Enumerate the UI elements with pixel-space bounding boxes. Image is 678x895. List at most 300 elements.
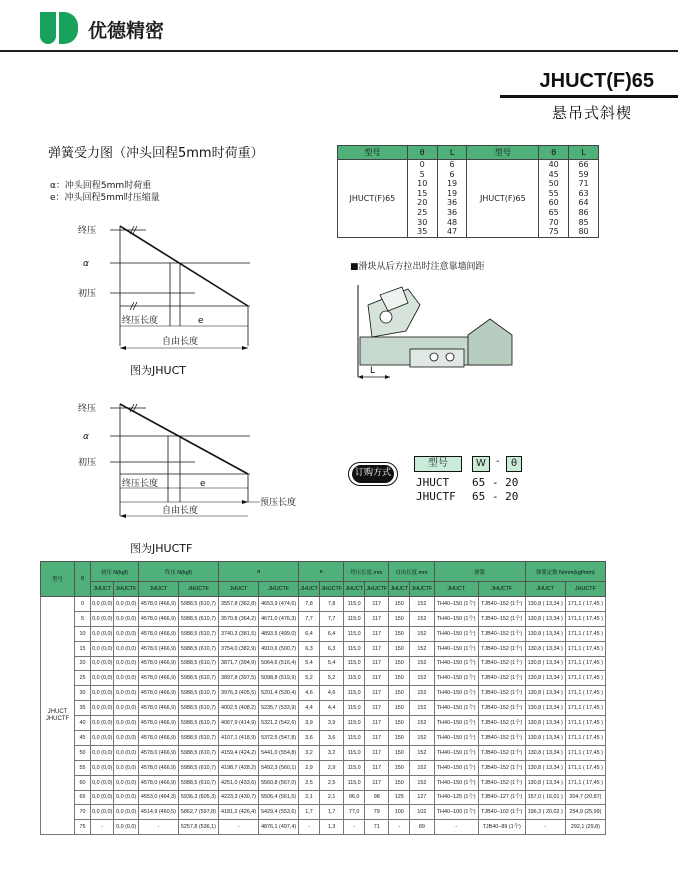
d2-final-length: 终压长度 xyxy=(122,479,159,489)
spec-cell: 5936,3 (605,3) xyxy=(178,790,218,805)
spec-row xyxy=(41,686,606,701)
spec-cell: 171,1 ( 17,45 ) xyxy=(565,626,605,641)
model-subtitle: 悬吊式斜楔 xyxy=(551,104,632,122)
spec-cell: TJB40−102 (1个) xyxy=(478,805,525,820)
model-underline xyxy=(500,95,678,98)
spec-cell: 0,0 (0,0) xyxy=(114,820,138,835)
spec-cell: 5064,6 (516,4) xyxy=(259,656,299,671)
spec-cell: 130,8 ( 13,34 ) xyxy=(525,656,565,671)
spring-section-title: 弹簧受力图（冲头回程5mm时荷重） xyxy=(48,146,264,161)
theta-cell: 15 xyxy=(407,189,437,199)
spec-cell: - xyxy=(91,820,114,835)
spec-row xyxy=(41,656,606,671)
theta-l-table xyxy=(337,145,599,238)
spec-cell: 15 xyxy=(75,641,91,656)
spec-cell: 0,0 (0,0) xyxy=(114,775,138,790)
spec-cell: 117 xyxy=(365,671,389,686)
brand-logo-icon xyxy=(40,12,78,44)
spec-cell: TJB40−152 (1个) xyxy=(478,671,525,686)
spec-cell: 0,0 (0,0) xyxy=(114,701,138,716)
theta-cell: 55 xyxy=(539,189,569,199)
theta-cell: 60 xyxy=(539,198,569,208)
spec-cell: 115,0 xyxy=(344,716,365,731)
spec-cell: 6,3 xyxy=(319,641,343,656)
spec-cell: 5988,5 (610,7) xyxy=(178,671,218,686)
spec-cell: 0 xyxy=(75,597,91,612)
theta-cell: 66 xyxy=(569,160,599,170)
spec-cell: 3,2 xyxy=(299,745,320,760)
d2-free-length: 自由长度 xyxy=(162,506,199,516)
spec-cell: 130,8 ( 13,34 ) xyxy=(525,745,565,760)
th-theta: θ xyxy=(75,562,91,597)
spec-cell: TJB40−152 (1个) xyxy=(478,656,525,671)
spec-cell: 115,0 xyxy=(344,597,365,612)
spec-cell: TJB40−152 (1个) xyxy=(478,745,525,760)
spec-cell: 115,0 xyxy=(344,745,365,760)
spec-cell: 5372,5 (547,8) xyxy=(259,731,299,746)
spec-cell: 0,0 (0,0) xyxy=(114,641,138,656)
spec-cell: 171,1 ( 17,45 ) xyxy=(565,641,605,656)
spec-cell: 0,0 (0,0) xyxy=(91,701,114,716)
spec-cell: 4067,9 (414,9) xyxy=(218,716,258,731)
th-model-left: 型号 xyxy=(338,146,408,160)
spec-cell: 35 xyxy=(75,701,91,716)
spec-cell: 4578,0 (466,9) xyxy=(138,611,178,626)
spec-cell: 171,1 ( 17,45 ) xyxy=(565,611,605,626)
spec-cell: 117 xyxy=(365,760,389,775)
spec-cell: 171,1 ( 17,45 ) xyxy=(565,716,605,731)
spec-cell: TJB40−152 (1个) xyxy=(478,597,525,612)
spec-row xyxy=(41,641,606,656)
pull-l-label: L xyxy=(370,366,376,376)
spec-cell: - xyxy=(299,820,320,835)
spec-cell: 4578,0 (466,9) xyxy=(138,641,178,656)
spec-cell: 3,9 xyxy=(319,716,343,731)
th-initial: 初压 N(kgf) xyxy=(91,562,139,582)
spec-cell: 71 xyxy=(365,820,389,835)
spec-cell: 3,6 xyxy=(299,731,320,746)
th-variant: JHUCT xyxy=(525,582,565,597)
spec-cell: 30 xyxy=(75,686,91,701)
order-row-1: JHUCT 65 - 20 xyxy=(416,476,519,489)
th-final-length: 终压长度 mm xyxy=(344,562,389,582)
theta-cell: 45 xyxy=(539,170,569,180)
spec-cell: 117 xyxy=(365,686,389,701)
spec-cell: 204,7 (20,87) xyxy=(565,790,605,805)
spec-cell: 5988,5 (610,7) xyxy=(178,626,218,641)
spec-cell: TH40−150 (1个) xyxy=(434,656,478,671)
spec-cell: 150 xyxy=(389,701,410,716)
spec-row xyxy=(41,745,606,760)
theta-cell: 30 xyxy=(407,218,437,228)
spec-cell: 4553,0 (464,3) xyxy=(138,790,178,805)
spec-cell: TJB40−152 (1个) xyxy=(478,686,525,701)
theta-cell: 6 xyxy=(437,170,467,180)
spec-cell: 0,0 (0,0) xyxy=(114,626,138,641)
spec-cell: 150 xyxy=(389,656,410,671)
theta-cell: 85 xyxy=(569,218,599,228)
d2-alpha: α xyxy=(83,432,89,442)
order-field-dash: - xyxy=(496,456,500,467)
spec-cell: 171,1 ( 17,45 ) xyxy=(565,597,605,612)
spec-cell: 171,1 ( 17,45 ) xyxy=(565,760,605,775)
theta-cell: 36 xyxy=(437,198,467,208)
th-variant: JHUCTF xyxy=(565,582,605,597)
spec-row xyxy=(41,731,606,746)
spec-cell: 5988,5 (610,7) xyxy=(178,641,218,656)
spec-row xyxy=(41,805,606,820)
spec-cell: 150 xyxy=(389,731,410,746)
spec-cell: 98 xyxy=(365,790,389,805)
th-e: e xyxy=(299,562,344,582)
order-field-w: W xyxy=(472,456,490,472)
spec-cell: 130,8 ( 13,34 ) xyxy=(525,611,565,626)
spec-cell: 4,6 xyxy=(299,686,320,701)
spec-cell: 125 xyxy=(389,790,410,805)
spec-cell: TH40−150 (1个) xyxy=(434,611,478,626)
spec-cell: 152 xyxy=(410,760,434,775)
spec-row xyxy=(41,701,606,716)
spec-cell: 3740,3 (381,5) xyxy=(218,626,258,641)
slide-pull-illustration xyxy=(350,275,520,385)
th-variant: JHUCT xyxy=(434,582,478,597)
spec-cell: TH40−150 (1个) xyxy=(434,716,478,731)
spec-cell: 5862,7 (597,8) xyxy=(178,805,218,820)
brand-name: 优德精密 xyxy=(88,20,165,42)
spec-cell: 0,0 (0,0) xyxy=(91,745,114,760)
spec-cell: 4578,0 (466,9) xyxy=(138,745,178,760)
spec-cell: TH40−150 (1个) xyxy=(434,775,478,790)
theta-cell: 35 xyxy=(407,227,437,237)
spec-cell: 4107,1 (418,9) xyxy=(218,731,258,746)
theta-model-left: JHUCT(F)65 xyxy=(338,160,408,238)
spec-cell: 150 xyxy=(389,745,410,760)
spec-cell: 4653,9 (474,6) xyxy=(259,597,299,612)
spec-cell: TH40−125 (1个) xyxy=(434,790,478,805)
spec-cell: 0,0 (0,0) xyxy=(114,597,138,612)
spec-cell: 171,1 ( 17,45 ) xyxy=(565,775,605,790)
spec-cell: 150 xyxy=(389,686,410,701)
spec-cell: 115,0 xyxy=(344,641,365,656)
spec-cell: TJB40−127 (1个) xyxy=(478,790,525,805)
spec-cell: 40 xyxy=(75,716,91,731)
spec-cell: 117 xyxy=(365,731,389,746)
spec-cell: 4893,5 (499,0) xyxy=(259,626,299,641)
order-field-theta: θ xyxy=(506,456,522,472)
spec-cell: 1,3 xyxy=(319,820,343,835)
spec-cell: 171,1 ( 17,45 ) xyxy=(565,745,605,760)
spec-cell: 150 xyxy=(389,671,410,686)
th-variant: JHUCTF xyxy=(478,582,525,597)
spec-cell: 2,1 xyxy=(319,790,343,805)
spec-cell: 79 xyxy=(365,805,389,820)
theta-cell: 25 xyxy=(407,208,437,218)
spec-model: JHUCT JHUCTF xyxy=(41,597,75,835)
spec-cell: 152 xyxy=(410,611,434,626)
spec-cell: 60 xyxy=(75,775,91,790)
spec-cell: 150 xyxy=(389,597,410,612)
spec-cell: 0,0 (0,0) xyxy=(91,775,114,790)
spec-cell: 4578,0 (466,9) xyxy=(138,626,178,641)
spec-cell: 196,3 ( 20,02 ) xyxy=(525,805,565,820)
spec-cell: 171,1 ( 17,45 ) xyxy=(565,671,605,686)
spec-cell: 152 xyxy=(410,626,434,641)
spec-cell: 0,0 (0,0) xyxy=(91,731,114,746)
th-variant: JHUCT xyxy=(299,582,320,597)
spec-cell: 0,0 (0,0) xyxy=(114,656,138,671)
spec-cell: 117 xyxy=(365,656,389,671)
theta-cell: 64 xyxy=(569,198,599,208)
spec-cell: 4578,0 (466,9) xyxy=(138,701,178,716)
spec-cell: TJB40−152 (1个) xyxy=(478,626,525,641)
spec-cell: 7,7 xyxy=(319,611,343,626)
spec-cell: 5,4 xyxy=(299,656,320,671)
spec-cell: 115,0 xyxy=(344,701,365,716)
d1-initial-pressure: 初压 xyxy=(78,289,97,299)
d1-final-length: 终压长度 xyxy=(122,316,159,326)
th-l-right: L xyxy=(569,146,599,160)
spec-cell: 20 xyxy=(75,656,91,671)
spec-cell: 3897,8 (397,5) xyxy=(218,671,258,686)
spec-cell: 102 xyxy=(410,805,434,820)
spec-cell: TH40−150 (1个) xyxy=(434,626,478,641)
spec-cell: 0,0 (0,0) xyxy=(114,671,138,686)
spec-cell: 5,2 xyxy=(319,671,343,686)
spec-cell: 130,8 ( 13,34 ) xyxy=(525,597,565,612)
theta-cell: 10 xyxy=(407,179,437,189)
spec-cell: 4578,0 (466,9) xyxy=(138,686,178,701)
header-divider xyxy=(0,50,678,52)
spec-cell: 1,7 xyxy=(319,805,343,820)
spec-cell: 117 xyxy=(365,641,389,656)
spec-cell: 0,0 (0,0) xyxy=(91,716,114,731)
spec-cell: 115,0 xyxy=(344,686,365,701)
spec-cell: 152 xyxy=(410,686,434,701)
d2-e: e xyxy=(200,479,206,489)
spec-cell: 0,0 (0,0) xyxy=(91,641,114,656)
spec-cell: 10 xyxy=(75,626,91,641)
spec-row xyxy=(41,820,606,835)
spec-row xyxy=(41,790,606,805)
spec-cell: 150 xyxy=(389,641,410,656)
spec-row xyxy=(41,775,606,790)
spec-cell: 0,0 (0,0) xyxy=(114,686,138,701)
spec-cell: 117 xyxy=(365,626,389,641)
spec-cell: 5988,5 (610,7) xyxy=(178,716,218,731)
spec-cell: 4002,5 (408,2) xyxy=(218,701,258,716)
th-model-right: 型号 xyxy=(467,146,539,160)
th-variant: JHUCT xyxy=(138,582,178,597)
spec-cell: 3754,0 (382,9) xyxy=(218,641,258,656)
order-tag: 订购方式 xyxy=(348,462,398,486)
spec-cell: TJB40−152 (1个) xyxy=(478,611,525,626)
spec-cell: 157,0 ( 16,01 ) xyxy=(525,790,565,805)
spec-cell: TH40−100 (1个) xyxy=(434,805,478,820)
spec-cell: 4578,0 (466,9) xyxy=(138,656,178,671)
spec-cell: 115,0 xyxy=(344,656,365,671)
spec-cell: 152 xyxy=(410,775,434,790)
spec-cell: 3,2 xyxy=(319,745,343,760)
spec-cell: TH40−150 (1个) xyxy=(434,641,478,656)
spec-row xyxy=(41,671,606,686)
spec-cell: TJB40−89 (1个) xyxy=(478,820,525,835)
spec-cell: TH40−150 (1个) xyxy=(434,671,478,686)
spec-cell: 4578,0 (466,9) xyxy=(138,716,178,731)
theta-cell: 80 xyxy=(569,227,599,237)
spec-cell: - xyxy=(344,820,365,835)
th-variant: JHUCT xyxy=(389,582,410,597)
spec-cell: 77,0 xyxy=(344,805,365,820)
spec-cell: 117 xyxy=(365,775,389,790)
spec-cell: 65 xyxy=(75,790,91,805)
spec-cell: 2,9 xyxy=(299,760,320,775)
d2-preload-length: 预压长度 xyxy=(260,498,297,508)
spec-cell: 5988,5 (610,7) xyxy=(178,656,218,671)
spec-cell: 117 xyxy=(365,745,389,760)
theta-cell: 36 xyxy=(437,208,467,218)
spec-cell: 25 xyxy=(75,671,91,686)
order-field-model: 型号 xyxy=(414,456,462,472)
spec-cell: 150 xyxy=(389,775,410,790)
theta-cell: 70 xyxy=(539,218,569,228)
th-free-length: 自由长度 mm xyxy=(389,562,434,582)
spec-cell: 115,0 xyxy=(344,775,365,790)
spec-cell: - xyxy=(218,820,258,835)
theta-cell: 20 xyxy=(407,198,437,208)
spec-cell: TH40−150 (1个) xyxy=(434,686,478,701)
d2-initial-pressure: 初压 xyxy=(78,458,97,468)
theta-cell: 48 xyxy=(437,218,467,228)
spec-row xyxy=(41,760,606,775)
spec-cell: 45 xyxy=(75,731,91,746)
spec-cell: 5988,5 (610,7) xyxy=(178,701,218,716)
spec-cell: 4159,4 (424,2) xyxy=(218,745,258,760)
spec-cell: - xyxy=(138,820,178,835)
th-final: 终压 N(kgf) xyxy=(138,562,218,582)
th-variant: JHUCTF xyxy=(259,582,299,597)
theta-cell: 0 xyxy=(407,160,437,170)
spec-cell: 5235,7 (533,9) xyxy=(259,701,299,716)
spec-cell: 7,8 xyxy=(299,597,320,612)
spec-cell: 5988,5 (610,7) xyxy=(178,775,218,790)
th-variant: JHUCTF xyxy=(365,582,389,597)
spec-cell: 117 xyxy=(365,701,389,716)
th-alpha: α xyxy=(218,562,298,582)
spec-cell: 4578,0 (466,9) xyxy=(138,760,178,775)
spec-cell: 5098,8 (519,9) xyxy=(259,671,299,686)
spec-cell: 0,0 (0,0) xyxy=(91,671,114,686)
spec-cell: 4514,9 (460,5) xyxy=(138,805,178,820)
spec-cell: 0,0 (0,0) xyxy=(91,805,114,820)
spec-cell: 150 xyxy=(389,760,410,775)
spec-cell: 5,4 xyxy=(319,656,343,671)
spec-cell: 0,0 (0,0) xyxy=(114,716,138,731)
spec-cell: TJB40−152 (1个) xyxy=(478,716,525,731)
th-theta-left: θ xyxy=(407,146,437,160)
spec-cell: 55 xyxy=(75,760,91,775)
spec-row xyxy=(41,611,606,626)
spec-cell: TJB40−152 (1个) xyxy=(478,641,525,656)
spec-cell: 5560,8 (567,0) xyxy=(259,775,299,790)
spec-cell: 130,8 ( 13,34 ) xyxy=(525,775,565,790)
spec-cell: 4,4 xyxy=(299,701,320,716)
spec-cell: 5257,8 (536,1) xyxy=(178,820,218,835)
spec-cell: 152 xyxy=(410,716,434,731)
spec-cell: 4251,0 (433,6) xyxy=(218,775,258,790)
spec-cell: 152 xyxy=(410,597,434,612)
spec-cell: 4,6 xyxy=(319,686,343,701)
spec-cell: 0,0 (0,0) xyxy=(91,597,114,612)
spec-cell: 0,0 (0,0) xyxy=(91,686,114,701)
spec-cell: 4671,0 (476,3) xyxy=(259,611,299,626)
spec-cell: 0,0 (0,0) xyxy=(114,611,138,626)
spec-cell: 70 xyxy=(75,805,91,820)
spec-cell: - xyxy=(525,820,565,835)
spec-cell: 4181,2 (426,4) xyxy=(218,805,258,820)
spec-cell: 5492,3 (560,1) xyxy=(259,760,299,775)
spec-cell: 130,8 ( 13,34 ) xyxy=(525,731,565,746)
spec-cell: 115,0 xyxy=(344,626,365,641)
spec-cell: 5988,5 (610,7) xyxy=(178,760,218,775)
theta-cell: 59 xyxy=(569,170,599,180)
spec-cell: 5321,2 (542,6) xyxy=(259,716,299,731)
spring-diagram-jhuctf xyxy=(50,390,340,520)
spec-cell: 115,0 xyxy=(344,760,365,775)
spec-cell: 0,0 (0,0) xyxy=(91,790,114,805)
spec-cell: TH40−150 (1个) xyxy=(434,745,478,760)
spec-cell: - xyxy=(434,820,478,835)
spec-cell: 5988,5 (610,7) xyxy=(178,597,218,612)
spec-cell: 4578,0 (466,9) xyxy=(138,597,178,612)
theta-cell: 65 xyxy=(539,208,569,218)
th-variant: JHUCT xyxy=(91,582,114,597)
spec-cell: 4,4 xyxy=(319,701,343,716)
spec-cell: 115,0 xyxy=(344,731,365,746)
spec-cell: 0,0 (0,0) xyxy=(114,790,138,805)
spec-cell: 6,4 xyxy=(299,626,320,641)
th-spring: 弹簧 xyxy=(434,562,525,582)
spec-cell: TJB40−152 (1个) xyxy=(478,701,525,716)
th-variant: JHUCT xyxy=(218,582,258,597)
spring-legend xyxy=(50,180,160,204)
spec-cell: TJB40−152 (1个) xyxy=(478,760,525,775)
th-l-left: L xyxy=(437,146,467,160)
spec-cell: 4876,1 (497,4) xyxy=(259,820,299,835)
spec-row xyxy=(41,597,606,612)
spec-cell: 5988,5 (610,7) xyxy=(178,745,218,760)
theta-cell: 75 xyxy=(539,227,569,237)
th-variant: JHUCTF xyxy=(178,582,218,597)
spec-cell: TH40−150 (1个) xyxy=(434,701,478,716)
spring-diagram-jhuct xyxy=(50,208,280,358)
spec-cell: 2,5 xyxy=(299,775,320,790)
spec-cell: 150 xyxy=(389,611,410,626)
th-variant: JHUCTF xyxy=(114,582,138,597)
d2-final-pressure: 终压 xyxy=(78,404,97,414)
theta-cell: 47 xyxy=(437,227,467,237)
spec-cell: 7,8 xyxy=(319,597,343,612)
spec-cell: 50 xyxy=(75,745,91,760)
spec-cell: 4578,0 (466,9) xyxy=(138,671,178,686)
spec-cell: TH40−150 (1个) xyxy=(434,731,478,746)
diagram2-caption: 图为JHUCTF xyxy=(130,542,193,555)
spec-cell: 152 xyxy=(410,731,434,746)
spec-cell: 5 xyxy=(75,611,91,626)
spec-cell: 7,7 xyxy=(299,611,320,626)
spec-cell: TH40−150 (1个) xyxy=(434,597,478,612)
spec-cell: 96,0 xyxy=(344,790,365,805)
theta-cell: 86 xyxy=(569,208,599,218)
